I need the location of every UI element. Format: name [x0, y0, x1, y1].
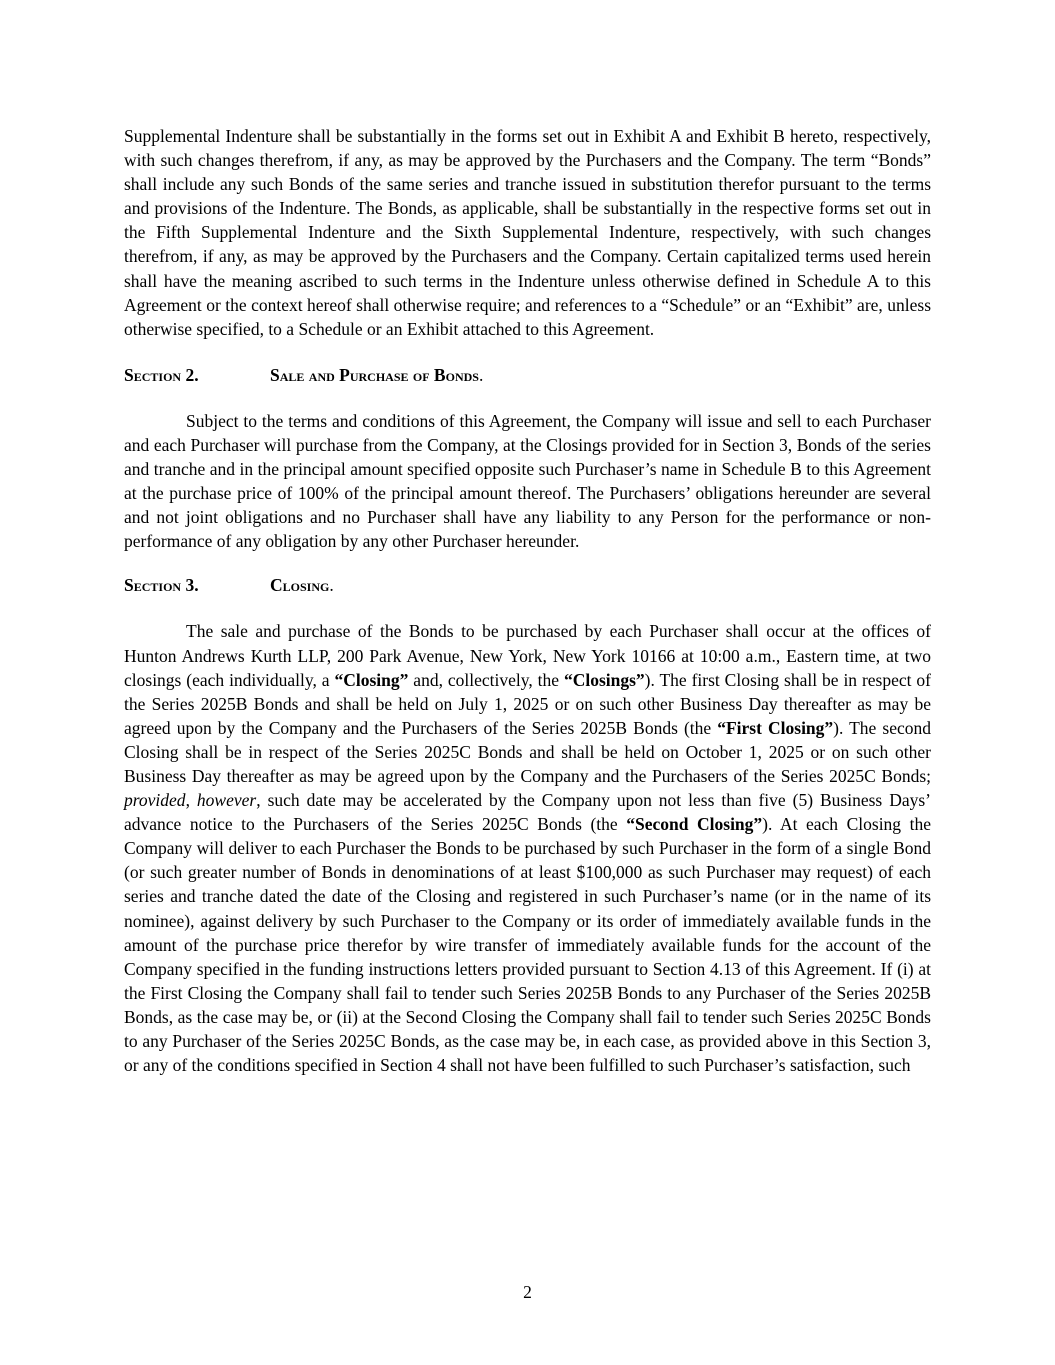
section-2-body: Subject to the terms and conditions of this Agreement, the Company will issue and sell to each Purchaser and each Purchaser will purchase from the Company, at the Closings provided for in Section 3, Bonds of the series and tranche and in the principal amount specified opposite such Purchaser’s name in Schedule B to this Agreement at the purchase price of 100% of the principal amount thereof. The Purchasers’ obligations hereunder are several and not joint obligations and no Purchaser shall have any liability to any Person for the performance or non-performance of any obligation by any other Purchaser hereunder. [124, 410, 931, 552]
section-3-text-4: ). The second Closing shall be in respect of the Series 2025C Bonds and shall be held on October 1, 2025 or on such other Business Day thereafter as may be agreed upon by the Company and the Purchasers of the Series 2025C Bonds; [124, 717, 931, 786]
defined-term-closings: “Closings” [563, 669, 645, 690]
section-3-text-6: ). At each Closing the Company will deliver to each Purchaser the Bonds to be purchased by such Purchaser in the form of a single Bond (or such greater number of Bonds in denominations of at least $100,000 as such Purchaser may request) of each series and tranche dated the date of the Closing and registered in such Purchaser’s name (or in the name of its nominee), against delivery by such Purchaser to the Company or its order of immediately available funds in the amount of the purchase price therefor by wire transfer of immediately available funds for the account of the Company specified in the funding instructions letters provided pursuant to Section 4.13 of this Agreement. If (i) at the First Closing the Company shall fail to tender such Series 2025B Bonds to any Purchaser of the Series 2025B Bonds, as the case may be, or (ii) at the Second Closing the Company shall fail to tender such Series 2025C Bonds to any Purchaser of the Series 2025C Bonds, as the case may be, in each case, as provided above in this Section 3, or any of the conditions specified in Section 4 shall not have been fulfilled to such Purchaser’s satisfaction, such [124, 814, 931, 1076]
defined-term-first-closing: “First Closing” [717, 717, 834, 738]
page-number: 2 [523, 1282, 532, 1302]
italic-provided: provided [124, 790, 186, 811]
section-3-title: Closing [270, 575, 330, 596]
intro-paragraph: Supplemental Indenture shall be substantially in the forms set out in Exhibit A and Exhibit B hereto, respectively, with such changes therefrom, if any, as may be approved by the Purchasers and the Company. The term “Bonds” shall include any such Bonds of the same series and tranche issued in substitution therefor pursuant to the terms and provisions of the Indenture. The Bonds, as applicable, shall be substantially in the respective forms set out in the Fifth Supplemental Indenture and the Sixth Supplemental Indenture, respectively, with such changes therefrom, if any, as may be approved by the Purchasers and the Company. Certain capitalized terms used herein shall have the meaning ascribed to such terms in the Indenture unless otherwise defined in Schedule A to this Agreement or the context hereof shall otherwise require; and references to a “Schedule” or an “Exhibit” are, unless otherwise specified, to a Schedule or an Exhibit attached to this Agreement. [124, 126, 931, 339]
section-3-text-5: , such date may be accelerated by the Company upon not less than five (5) Business Days’ advance notice to the Purchasers of the Series 2025C Bonds (the [124, 790, 932, 835]
section-3-number: Section 3. [124, 575, 199, 596]
section-3-text-3: ). The first Closing shall be in respect of the Series 2025B Bonds and shall be held on July 1, 2025 or on such other Business Day thereafter as may be agreed upon by the Company and the Purchasers of the Series 2025B Bonds (the [124, 669, 932, 738]
defined-term-second-closing: “Second Closing” [626, 814, 763, 835]
section-2-title: Sale and Purchase of Bonds [270, 364, 479, 385]
section-2-heading [124, 363, 931, 387]
section-2-number: Section 2. [124, 364, 199, 385]
section-3-text-2: and, collectively, the [408, 669, 564, 690]
spacer [124, 553, 931, 573]
document-page [124, 124, 931, 1077]
section-3-comma: , [185, 790, 197, 811]
spacer [124, 387, 931, 409]
section-2-title-period: . [478, 364, 484, 385]
section-3-title-period: . [329, 575, 334, 596]
section-3-text-1: The sale and purchase of the Bonds to be purchased by each Purchaser shall occur at the offices of Hunton Andrews Kurth LLP, 200 Park Avenue, New York, New York 10166 at 10:00 a.m., Eastern time, at two closings (each individually, a [124, 621, 931, 690]
defined-term-closing: “Closing” [334, 669, 409, 690]
section-3-heading [124, 573, 931, 597]
spacer [124, 597, 931, 619]
italic-however: however [196, 790, 257, 811]
section-3-body [124, 619, 931, 1077]
spacer [124, 341, 931, 363]
